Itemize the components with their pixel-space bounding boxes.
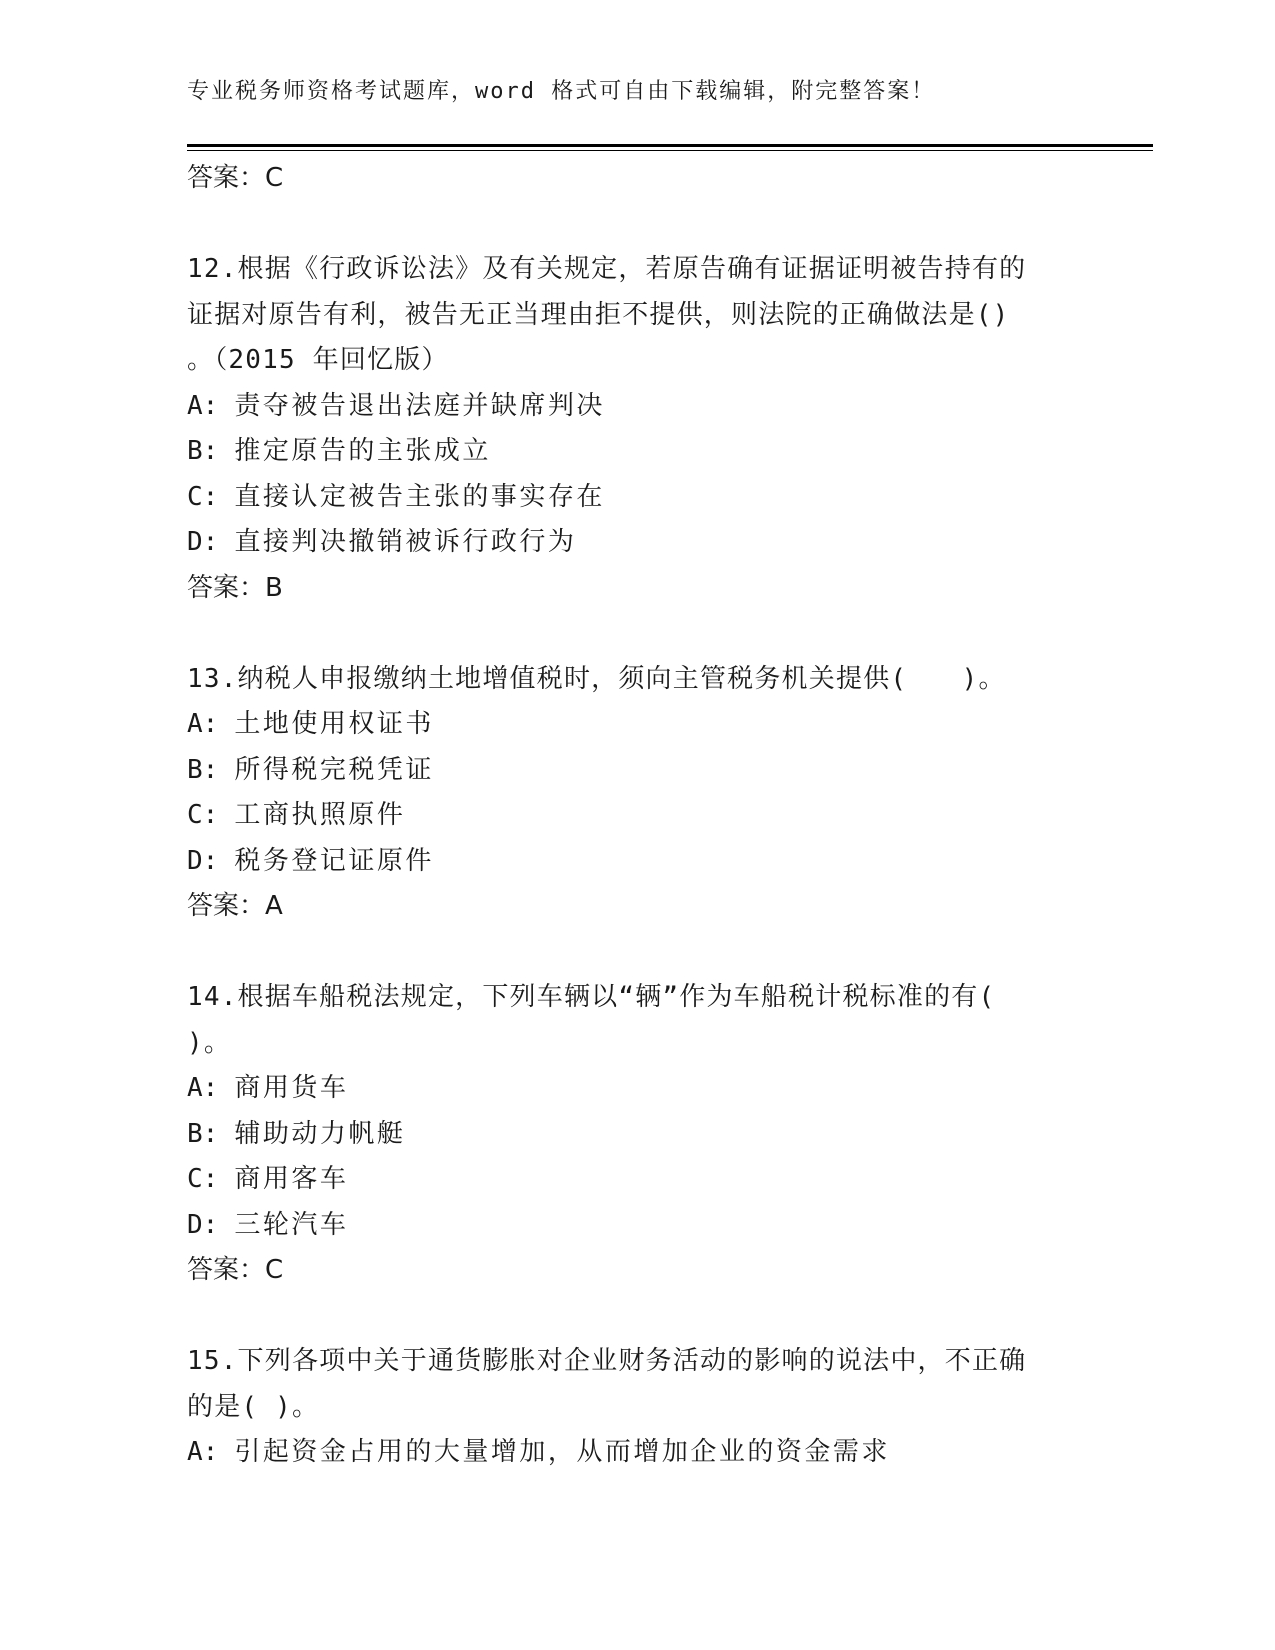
question-line: 15.下列各项中关于通货膨胀对企业财务活动的影响的说法中，不正确 — [187, 1346, 1027, 1376]
option-a — [187, 1430, 1087, 1476]
option-letter: A: — [187, 1073, 219, 1103]
option-b — [187, 429, 1087, 475]
option-text: 直接认定被告主张的事实存在 — [234, 481, 605, 512]
question-text — [187, 975, 1087, 1066]
option-letter: A: — [187, 709, 219, 739]
question-15 — [187, 1339, 1087, 1476]
option-c — [187, 475, 1087, 521]
question-line: )。 — [187, 1027, 232, 1058]
option-c — [187, 1157, 1087, 1203]
option-letter: D: — [187, 527, 219, 557]
option-a — [187, 384, 1087, 430]
option-text: 直接判决撤销被诉行政行为 — [234, 527, 577, 557]
option-text: 工商执照原件 — [234, 800, 406, 830]
header-divider-thin — [187, 150, 1153, 151]
option-b — [187, 748, 1087, 794]
option-c — [187, 793, 1087, 839]
question-14 — [187, 975, 1087, 1293]
answer: 答案：C — [187, 1255, 284, 1285]
spacer — [187, 1293, 1087, 1339]
question-line: 12.根据《行政诉讼法》及有关规定，若原告确有证据证明被告持有的 — [187, 254, 1027, 284]
question-line: 的是( )。 — [187, 1391, 320, 1422]
option-letter: C: — [187, 800, 219, 830]
option-text: 所得税完税凭证 — [234, 754, 434, 785]
spacer — [187, 929, 1087, 975]
previous-answer: 答案：C — [187, 163, 284, 193]
option-text: 商用客车 — [234, 1164, 349, 1194]
question-text — [187, 657, 1087, 703]
option-d — [187, 1203, 1087, 1249]
question-12 — [187, 247, 1087, 611]
spacer — [187, 611, 1087, 657]
option-text: 三轮汽车 — [234, 1209, 349, 1240]
question-text — [187, 1339, 1087, 1430]
option-a — [187, 702, 1087, 748]
option-letter: A: — [187, 1437, 219, 1467]
option-text: 税务登记证原件 — [234, 845, 434, 876]
option-text: 责夺被告退出法庭并缺席判决 — [234, 390, 605, 421]
question-line: 。（2015 年回忆版） — [187, 345, 449, 375]
header-divider-thick — [187, 144, 1153, 147]
option-letter: B: — [187, 754, 219, 785]
option-text: 辅助动力帆艇 — [234, 1118, 406, 1149]
answer: 答案：B — [187, 572, 283, 603]
option-b — [187, 1112, 1087, 1158]
question-list — [187, 156, 1087, 1476]
option-a — [187, 1066, 1087, 1112]
option-letter: C: — [187, 481, 219, 512]
question-line: 13.纳税人申报缴纳土地增值税时，须向主管税务机关提供( )。 — [187, 663, 1006, 694]
option-letter: D: — [187, 1209, 219, 1240]
option-text: 土地使用权证书 — [234, 709, 434, 739]
page-header-note: 专业税务师资格考试题库，word 格式可自由下载编辑，附完整答案！ — [187, 79, 936, 104]
option-letter: D: — [187, 845, 219, 876]
option-d — [187, 520, 1087, 566]
question-13 — [187, 657, 1087, 930]
option-letter: C: — [187, 1164, 219, 1194]
option-letter: B: — [187, 1118, 219, 1149]
answer: 答案：A — [187, 891, 283, 921]
option-text: 推定原告的主张成立 — [234, 436, 491, 466]
option-letter: A: — [187, 390, 219, 421]
option-d — [187, 839, 1087, 885]
question-line: 证据对原告有利，被告无正当理由拒不提供，则法院的正确做法是() — [187, 299, 1010, 330]
spacer — [187, 201, 1087, 247]
option-text: 引起资金占用的大量增加，从而增加企业的资金需求 — [234, 1437, 890, 1467]
question-text — [187, 247, 1087, 384]
option-letter: B: — [187, 436, 219, 466]
option-text: 商用货车 — [234, 1073, 349, 1103]
question-line: 14.根据车船税法规定，下列车辆以“辆”作为车船税计税标准的有( — [187, 982, 996, 1012]
